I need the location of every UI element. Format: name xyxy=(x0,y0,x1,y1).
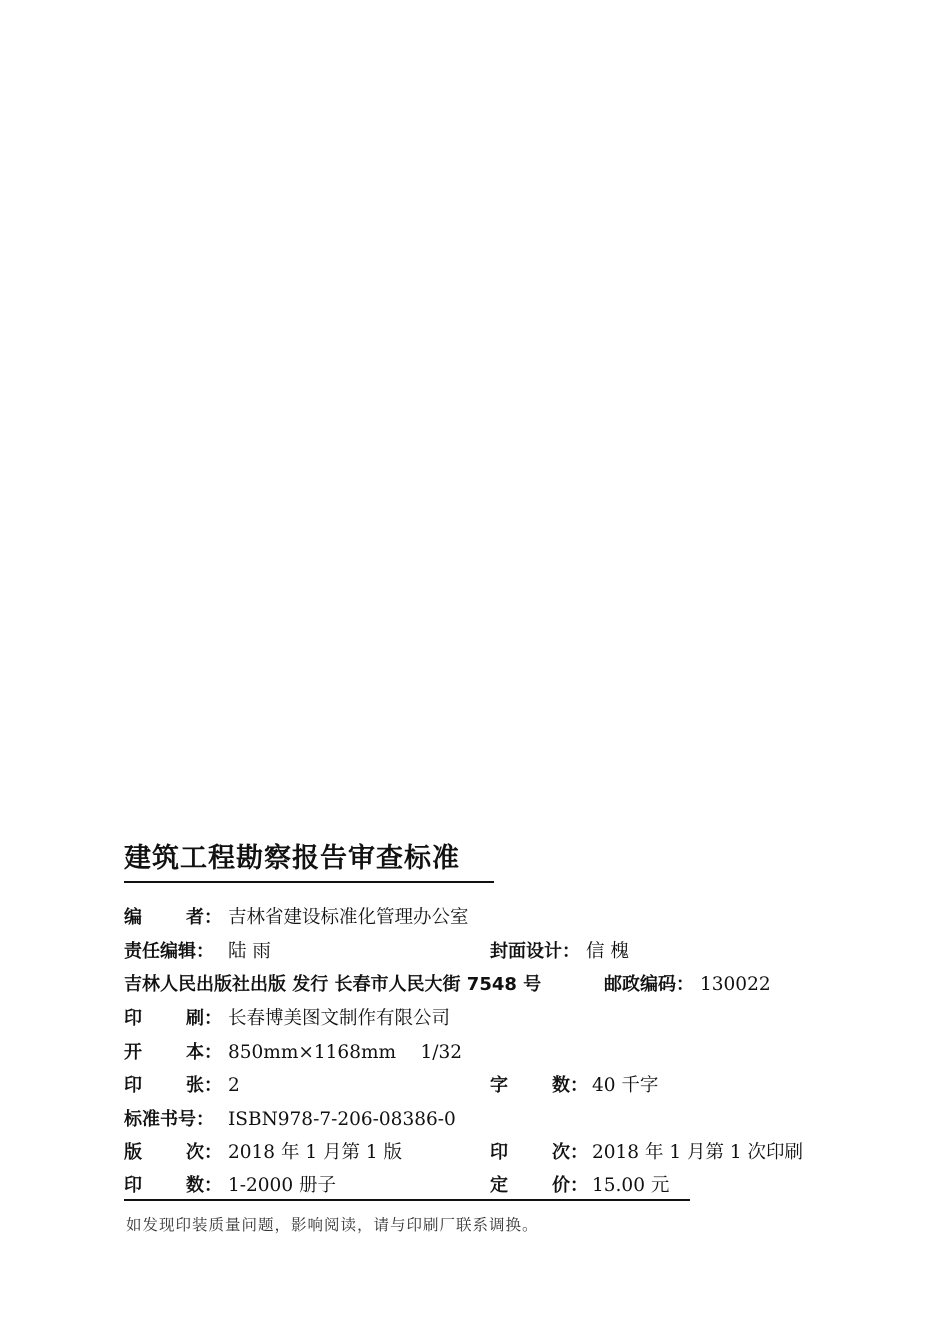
responsible-editor-value: 陆 雨 xyxy=(228,941,271,962)
isbn-label: 标准书号： xyxy=(124,1109,214,1130)
price-value: 15.00 元 xyxy=(592,1175,670,1196)
editor-value: 吉林省建设标准化管理办公室 xyxy=(228,907,469,928)
sheets-label: 印 张： xyxy=(124,1075,222,1096)
isbn-value: ISBN978-7-206-08386-0 xyxy=(228,1109,456,1130)
editor-label: 编 者： xyxy=(124,907,222,928)
postcode-label: 邮政编码： xyxy=(604,974,694,995)
format-label: 开 本： xyxy=(124,1042,222,1063)
postcode-value: 130022 xyxy=(700,974,771,995)
printer-label: 印 刷： xyxy=(124,1008,222,1029)
cover-design-label: 封面设计： xyxy=(490,941,580,962)
edition-value: 2018 年 1 月第 1 版 xyxy=(228,1142,403,1163)
sheets-value: 2 xyxy=(228,1075,240,1096)
publisher-line: 吉林人民出版社出版 发行 长春市人民大街 7548 号 xyxy=(124,974,542,995)
impression-label: 印 次： xyxy=(490,1142,588,1163)
printrun-label: 印 数： xyxy=(124,1175,222,1196)
responsible-editor-label: 责任编辑： xyxy=(124,941,214,962)
wordcount-label: 字 数： xyxy=(490,1075,588,1096)
edition-label: 版 次： xyxy=(124,1142,222,1163)
wordcount-value: 40 千字 xyxy=(592,1075,659,1096)
printrun-value: 1-2000 册子 xyxy=(228,1175,336,1196)
printer-value: 长春博美图文制作有限公司 xyxy=(228,1008,451,1029)
colophon-bottom-rule xyxy=(124,1199,690,1201)
title-underline xyxy=(124,881,494,883)
format-value: 850mm×1168mm 1/32 xyxy=(228,1042,462,1063)
book-title: 建筑工程勘察报告审查标准 xyxy=(124,843,460,874)
price-label: 定 价： xyxy=(490,1175,588,1196)
impression-value: 2018 年 1 月第 1 次印刷 xyxy=(592,1142,804,1163)
quality-notice: 如发现印装质量问题，影响阅读，请与印刷厂联系调换。 xyxy=(126,1216,539,1234)
cover-design-value: 信 槐 xyxy=(586,941,629,962)
